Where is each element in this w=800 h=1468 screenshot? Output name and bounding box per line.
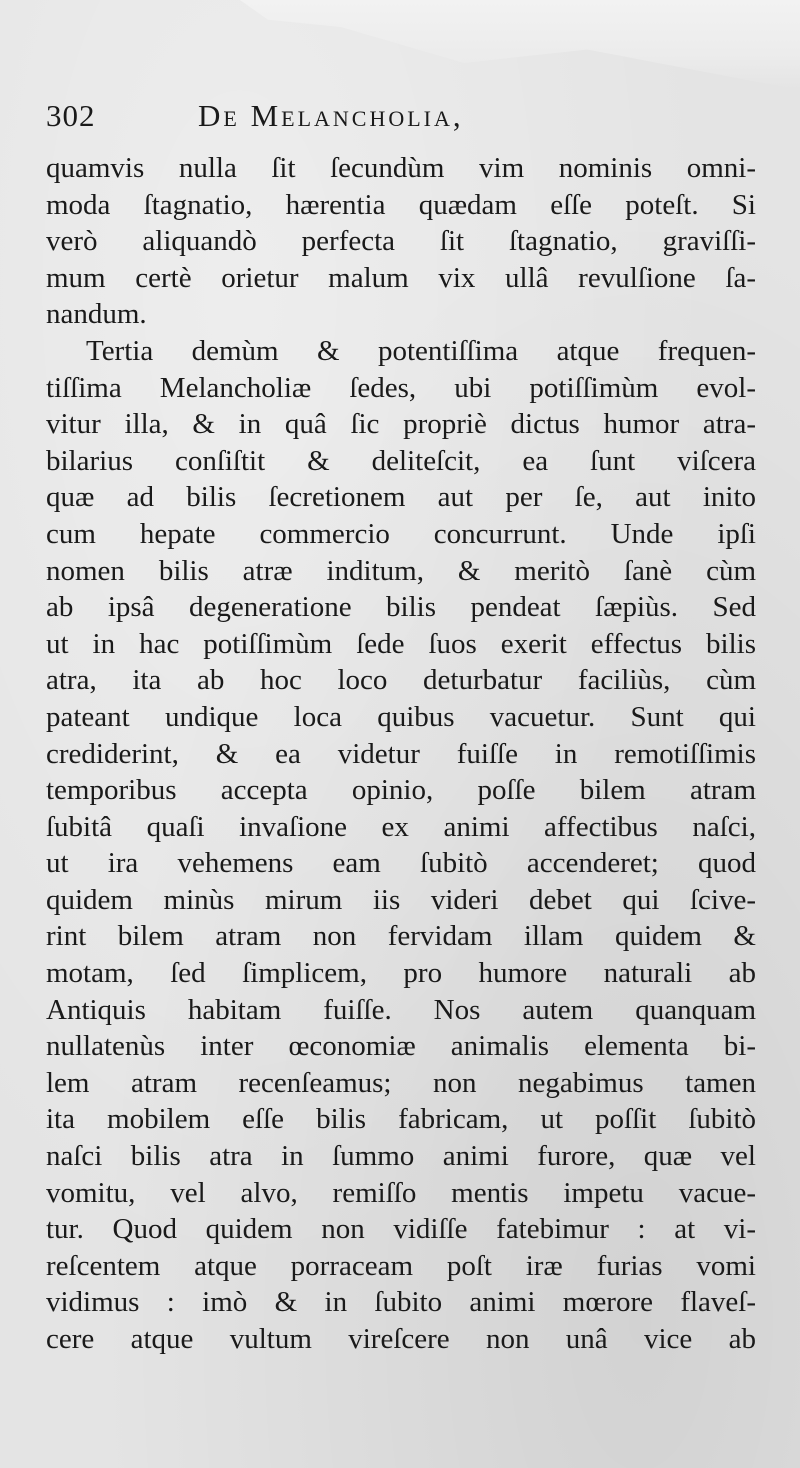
text-line: vitur illa, & in quâ ſic propriè dictus humor atra- [46, 408, 756, 441]
text-line: mum certè orietur malum vix ullâ revulſione ſa- [46, 261, 756, 294]
text-line: ab ipsâ degeneratione bilis pendeat ſæpiùs. Sed [46, 591, 756, 624]
text-line: vomitu, vel alvo, remiſſo mentis impetu vacue- [46, 1176, 756, 1209]
text-line: reſcentem atque porraceam poſt iræ furias vomi [46, 1249, 756, 1282]
body-text [46, 150, 756, 1358]
text-line: atra, ita ab hoc loco deturbatur faciliùs, cùm [46, 664, 756, 697]
torn-paper-edge [240, 0, 800, 90]
text-line: crediderint, & ea videtur fuiſſe in remotiſſimis [46, 737, 756, 770]
text-line: ſubitâ quaſi invaſione ex animi affectibus naſci, [46, 810, 756, 843]
running-head [46, 98, 770, 142]
text-line: moda ſtagnatio, hærentia quædam eſſe poteſt. Si [46, 188, 756, 221]
text-line: nullatenùs inter œconomiæ animalis elementa bi- [46, 1030, 756, 1063]
text-line: temporibus accepta opinio, poſſe bilem atram [46, 774, 756, 807]
text-line: nandum. [46, 298, 147, 331]
text-line: tur. Quod quidem non vidiſſe fatebimur : at vi- [46, 1213, 756, 1246]
text-line: bilarius conſiſtit & deliteſcit, ea ſunt viſcera [46, 444, 756, 477]
text-line: nomen bilis atræ inditum, & meritò ſanè cùm [46, 554, 756, 587]
text-line: Antiquis habitam fuiſſe. Nos autem quanquam [46, 993, 756, 1026]
text-line: lem atram recenſeamus; non negabimus tamen [46, 1066, 756, 1099]
text-line: tiſſima Melancholiæ ſedes, ubi potiſſimùm evol- [46, 371, 756, 404]
text-line: ita mobilem eſſe bilis fabricam, ut poſſit ſubitò [46, 1103, 756, 1136]
text-line: vidimus : imò & in ſubito animi mœrore flaveſ- [46, 1286, 756, 1319]
text-line: quamvis nulla ſit ſecundùm vim nominis omni- [46, 152, 756, 184]
running-title: De Melancholia, [198, 98, 464, 133]
text-line: naſci bilis atra in ſummo animi furore, quæ vel [46, 1140, 756, 1173]
text-line: ut ira vehemens eam ſubitò accenderet; quod [46, 847, 756, 880]
text-line: quidem minùs mirum iis videri debet qui ſcive- [46, 883, 756, 916]
text-line: verò aliquandò perfecta ſit ſtagnatio, graviſſi- [46, 225, 756, 258]
text-line: pateant undique loca quibus vacuetur. Sunt qui [46, 700, 756, 733]
text-line: rint bilem atram non fervidam illam quidem & [46, 920, 756, 953]
text-line: cere atque vultum vireſcere non unâ vice ab [46, 1323, 756, 1355]
text-line: motam, ſed ſimplicem, pro humore naturali ab [46, 957, 756, 990]
text-line: Tertia demùm & potentiſſima atque frequen- [86, 334, 756, 367]
text-line: cum hepate commercio concurrunt. Unde ipſi [46, 517, 756, 550]
text-line: quæ ad bilis ſecretionem aut per ſe, aut inito [46, 481, 756, 514]
page-number: 302 [46, 98, 96, 133]
text-line: ut in hac potiſſimùm ſede ſuos exerit effectus bilis [46, 627, 756, 660]
